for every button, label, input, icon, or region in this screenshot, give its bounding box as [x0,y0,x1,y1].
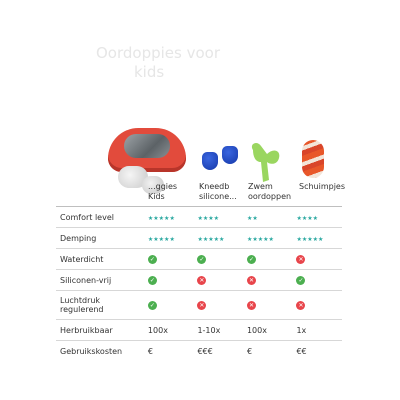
headline [96,44,336,82]
table-row [56,249,342,270]
x-circle-icon: ✕ [298,302,304,309]
row-label: Waterdicht [56,249,144,270]
column-header-silicone [199,182,251,202]
reuse-value: 100x [144,320,194,341]
table-row [56,320,342,341]
product-image-swim [247,140,283,184]
column-header-swim [248,182,300,202]
column-header-kids [148,182,200,202]
x-circle-icon: ✕ [248,277,254,284]
check-circle-icon: ✓ [199,256,205,263]
check-circle-icon: ✓ [149,256,155,263]
x-circle-icon: ✕ [199,302,205,309]
table-row [56,291,342,320]
star-icon: ★★★★★ [147,235,175,243]
column-header-line-2: oordoppen [248,192,292,201]
star-icon: ★★★★★ [246,235,274,243]
column-header-line-1: ...ggies [148,182,178,191]
column-header-foam [299,182,351,192]
cost-value: € [144,341,194,362]
check-circle-icon: ✓ [149,302,155,309]
cost-value: €€€ [193,341,243,362]
table-row [56,207,342,228]
reuse-value: 100x [243,320,293,341]
star-icon: ★★★★ [197,214,219,222]
row-label: Siliconen-vrij [56,270,144,291]
green-plug-shape [247,140,283,184]
table-row [56,270,342,291]
check-circle-icon: ✓ [298,277,304,284]
table-row [56,228,342,249]
cost-value: €€ [292,341,342,362]
star-icon: ★★★★★ [296,235,324,243]
comparison-table [56,206,342,361]
x-circle-icon: ✕ [199,277,205,284]
column-header-line-2: Kids [148,192,165,201]
row-label: Herbruikbaar [56,320,144,341]
star-icon: ★★★★ [296,214,318,222]
row-label: Demping [56,228,144,249]
star-icon: ★★★★★ [147,214,175,222]
row-label: Comfort level [56,207,144,228]
headline-line-2: kids [134,63,165,81]
column-header-line-2: silicone... [199,192,237,201]
x-circle-icon: ✕ [298,256,304,263]
row-label: Gebruikskosten [56,341,144,362]
x-circle-icon: ✕ [248,302,254,309]
reuse-value: 1-10x [193,320,243,341]
check-circle-icon: ✓ [248,256,254,263]
table-row [56,341,342,362]
blue-plug-shape [202,152,218,170]
column-header-line-1: Schuimpjes [299,182,346,191]
column-header-line-1: Zwem [248,182,273,191]
blue-plug-shape-2 [222,146,238,164]
star-icon: ★★★★★ [197,235,225,243]
row-label: Luchtdruk regulerend [56,291,144,320]
headline-line-1: Oordoppies voor [96,44,221,62]
star-icon: ★★ [246,214,258,222]
check-circle-icon: ✓ [149,277,155,284]
reuse-value: 1x [292,320,342,341]
cost-value: € [243,341,293,362]
case-mirror-shape [124,134,170,158]
product-image-foam [302,140,324,178]
column-header-line-1: Kneedb [199,182,230,191]
